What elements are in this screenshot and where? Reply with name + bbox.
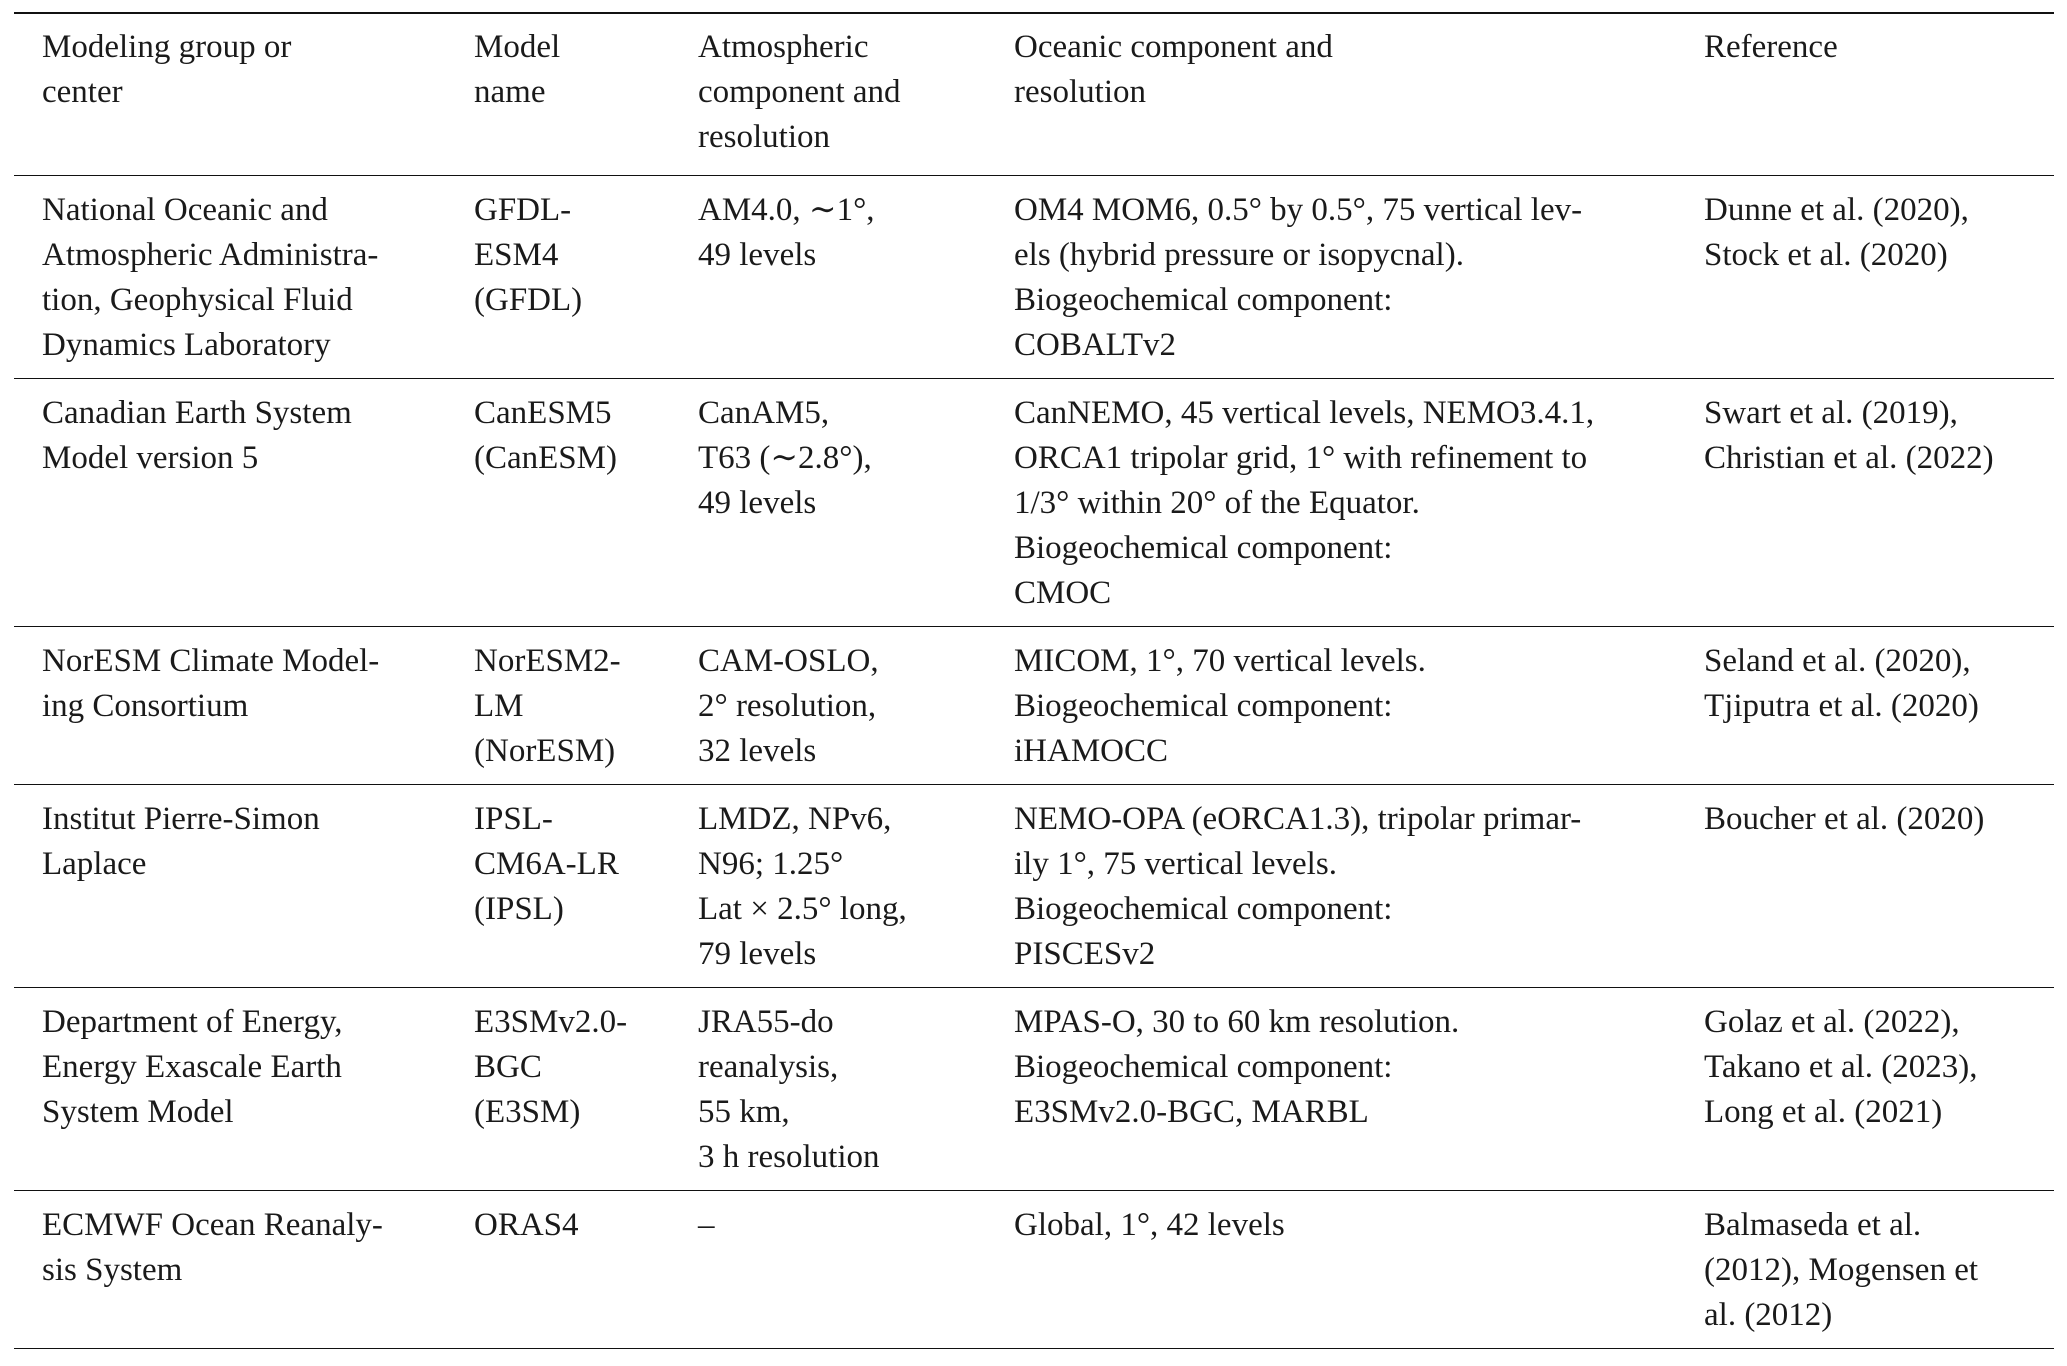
header-oceanic-component: Oceanic component and resolution [1014, 29, 1333, 110]
cell-reference: Balmaseda et al. (2012), Mogensen et al. (2012) [1704, 1207, 1979, 1333]
cell-ocean: NEMO-OPA (eORCA1.3), tripolar primar- ily 1°, 75 vertical levels. Biogeochemical component: PISCESv2 [1014, 801, 1582, 972]
header-modeling-group: Modeling group or center [42, 29, 292, 110]
cell-model: NorESM2- LM (NorESM) [474, 643, 621, 769]
table-row [14, 785, 2054, 988]
cell-reference: Seland et al. (2020), Tjiputra et al. (2020) [1704, 643, 1979, 724]
cell-model: CanESM5 (CanESM) [474, 395, 617, 476]
cell-group: ECMWF Ocean Reanaly- sis System [42, 1207, 383, 1288]
cell-group: Canadian Earth System Model version 5 [42, 395, 352, 476]
cell-ocean: CanNEMO, 45 vertical levels, NEMO3.4.1, ORCA1 tripolar grid, 1° with refinement to 1/3° within 20° of the Equator. Biogeochemical component: CMOC [1014, 395, 1595, 611]
model-table [14, 12, 2054, 1349]
cell-atmosphere: CanAM5, T63 (∼2.8°), 49 levels [698, 395, 872, 521]
cell-reference: Swart et al. (2019), Christian et al. (2022) [1704, 395, 1994, 476]
table-header-row [14, 13, 2054, 176]
table-row [14, 988, 2054, 1191]
table-row [14, 379, 2054, 627]
header-atmospheric-component: Atmospheric component and resolution [698, 29, 901, 155]
cell-model: IPSL- CM6A-LR (IPSL) [474, 801, 619, 927]
table-row [14, 176, 2054, 379]
cell-atmosphere: AM4.0, ∼1°, 49 levels [698, 192, 875, 273]
cell-group: Department of Energy, Energy Exascale Earth System Model [42, 1004, 343, 1130]
cell-ocean: MPAS-O, 30 to 60 km resolution. Biogeochemical component: E3SMv2.0-BGC, MARBL [1014, 1004, 1460, 1130]
cell-group: National Oceanic and Atmospheric Administra- tion, Geophysical Fluid Dynamics Laboratory [42, 192, 379, 363]
cell-ocean: OM4 MOM6, 0.5° by 0.5°, 75 vertical lev- els (hybrid pressure or isopycnal). Biogeochemical component: COBALTv2 [1014, 192, 1583, 363]
header-reference: Reference [1704, 29, 1838, 65]
cell-model: ORAS4 [474, 1207, 579, 1243]
cell-group: NorESM Climate Model- ing Consortium [42, 643, 380, 724]
header-model-name: Model name [474, 29, 561, 110]
cell-ocean: MICOM, 1°, 70 vertical levels. Biogeochemical component: iHAMOCC [1014, 643, 1426, 769]
cell-model: E3SMv2.0- BGC (E3SM) [474, 1004, 628, 1130]
cell-ocean: Global, 1°, 42 levels [1014, 1207, 1285, 1243]
cell-reference: Boucher et al. (2020) [1704, 801, 1985, 837]
cell-reference: Dunne et al. (2020), Stock et al. (2020) [1704, 192, 1969, 273]
cell-atmosphere: JRA55-do reanalysis, 55 km, 3 h resolution [698, 1004, 880, 1175]
cell-atmosphere: LMDZ, NPv6, N96; 1.25° Lat × 2.5° long, 79 levels [698, 801, 907, 972]
cell-atmosphere: CAM-OSLO, 2° resolution, 32 levels [698, 643, 879, 769]
model-table-container [14, 12, 2054, 1349]
cell-model: GFDL- ESM4 (GFDL) [474, 192, 583, 318]
table-row [14, 627, 2054, 785]
table-row [14, 1191, 2054, 1349]
cell-atmosphere: – [698, 1207, 715, 1243]
cell-reference: Golaz et al. (2022), Takano et al. (2023), Long et al. (2021) [1704, 1004, 1978, 1130]
cell-group: Institut Pierre-Simon Laplace [42, 801, 320, 882]
